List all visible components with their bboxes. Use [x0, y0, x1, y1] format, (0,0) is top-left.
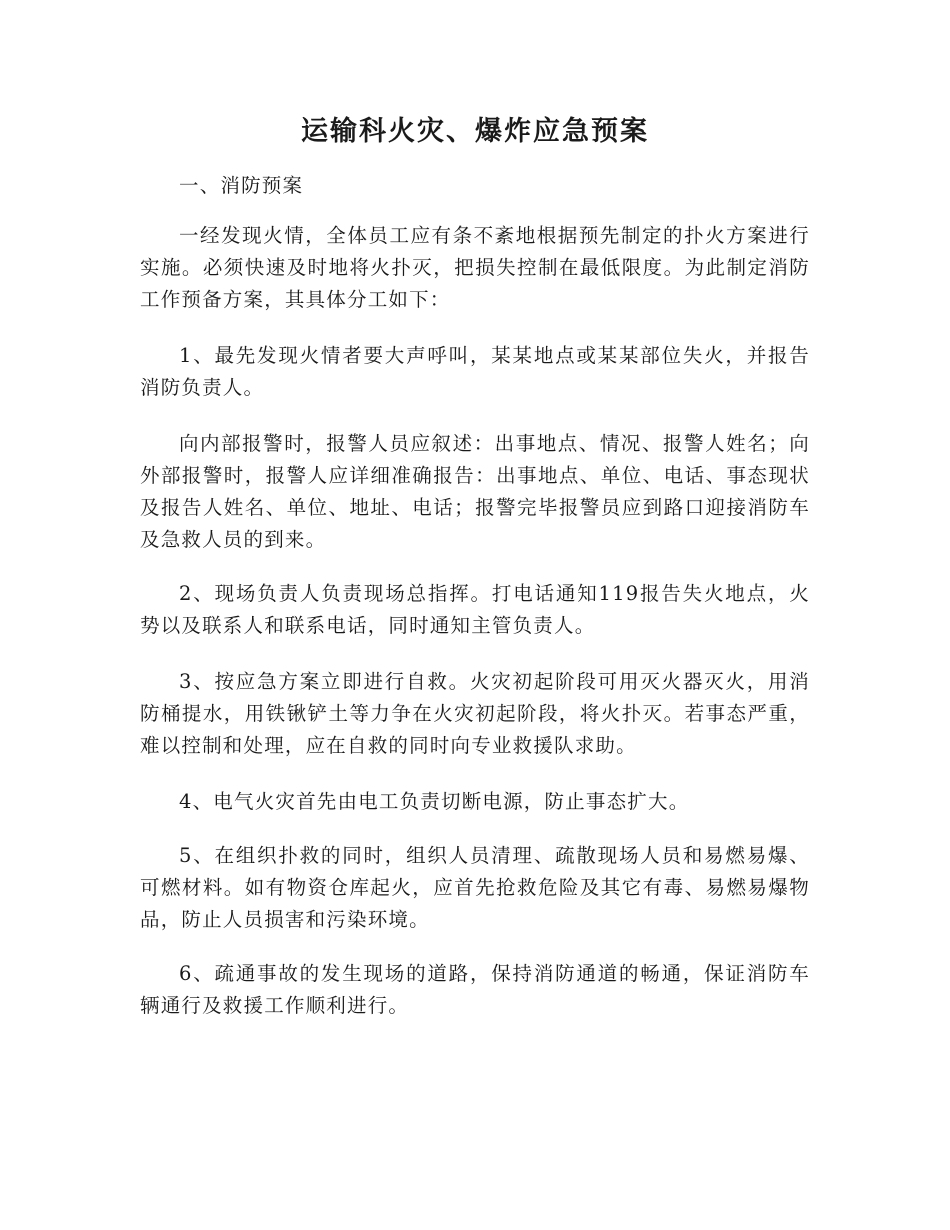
paragraph-item-4: 4、电气火灾首先由电工负责切断电源，防止事态扩大。 — [179, 790, 690, 813]
document-title: 运输科火灾、爆炸应急预案 — [301, 116, 649, 147]
paragraph-intro: 一经发现火情，全体员工应有条不紊地根据预先制定的扑火方案进行实施。必须快速及时地将火扑灭，把损失控制在最低限度。为此制定消防工作预备方案，其具体分工如下： — [140, 224, 810, 311]
paragraph-alarm-procedure: 向内部报警时，报警人员应叙述：出事地点、情况、报警人姓名；向外部报警时，报警人应详细准确报告：出事地点、单位、电话、事态现状及报告人姓名、单位、地址、电话；报警完毕报警员应到路口迎接消防车及急救人员的到来。 — [140, 432, 810, 551]
paragraph-item-3: 3、按应急方案立即进行自救。火灾初起阶段可用灭火器灭火，用消防桶提水，用铁锹铲土等力争在火灾初起阶段，将火扑灭。若事态严重，难以控制和处理，应在自救的同时向专业救援队求助。 — [140, 670, 810, 757]
document-page — [140, 112, 810, 1022]
paragraph-item-1: 1、最先发现火情者要大声呼叫，某某地点或某某部位失火，并报告消防负责人。 — [140, 344, 810, 399]
paragraph-item-2: 2、现场负责人负责现场总指挥。打电话通知119报告失火地点，火势以及联系人和联系电话，同时通知主管负责人。 — [140, 582, 810, 637]
paragraph-item-5: 5、在组织扑救的同时，组织人员清理、疏散现场人员和易燃易爆、可燃材料。如有物资仓库起火，应首先抢救危险及其它有毒、易燃易爆物品，防止人员损害和污染环境。 — [140, 844, 810, 931]
section-heading: 一、消防预案 — [179, 174, 304, 197]
paragraph-item-6: 6、疏通事故的发生现场的道路，保持消防通道的畅通，保证消防车辆通行及救援工作顺利进行。 — [140, 962, 810, 1017]
